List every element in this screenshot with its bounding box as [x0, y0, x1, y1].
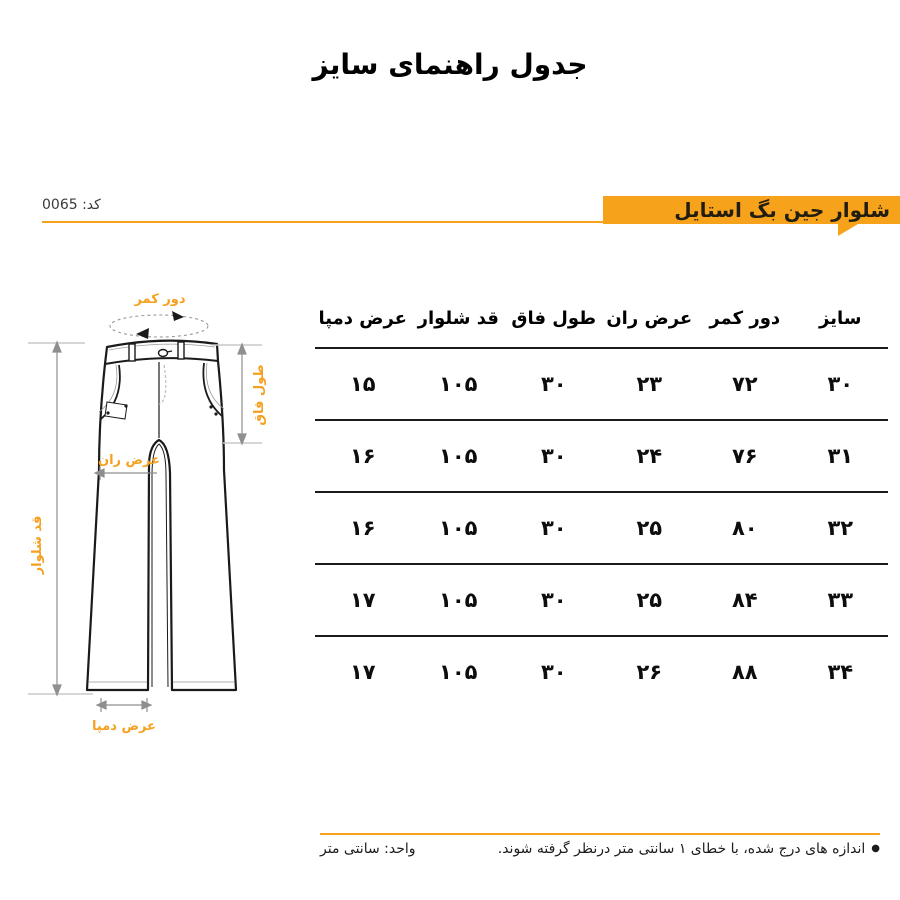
table-cell: ۳۰	[540, 588, 567, 612]
table-cell: ۱۰۵	[439, 372, 478, 396]
hem-label: عرض دمپا	[92, 719, 156, 734]
table-cell: ۸۴	[731, 588, 758, 612]
waist-label: دور کمر	[134, 292, 186, 307]
table-cell: ۱۶	[349, 444, 376, 468]
table-cell: ۱۰۵	[439, 660, 478, 684]
table-cell: ۸۸	[731, 660, 758, 684]
pants-diagram-svg	[25, 283, 295, 753]
table-cell: ۱۷	[349, 660, 376, 684]
column-header-hem: عرض دمپا	[318, 308, 407, 329]
table-row	[315, 419, 888, 491]
column-header-thigh: عرض ران	[606, 308, 693, 329]
table-cell: ۱۰۵	[439, 516, 478, 540]
table-cell: ۱۵	[349, 372, 376, 396]
column-header-length: قد شلوار	[417, 308, 499, 329]
table-cell: ۱۷	[349, 588, 376, 612]
table-cell: ۱۰۵	[439, 588, 478, 612]
header-divider	[42, 221, 603, 223]
button-icon	[159, 350, 168, 357]
bullet-icon: ●	[871, 843, 880, 854]
table-cell: ۳۰	[540, 660, 567, 684]
pants-measurement-diagram	[25, 283, 295, 753]
table-cell: ۳۰	[827, 372, 854, 396]
column-header-rise: طول فاق	[511, 308, 597, 329]
table-cell: ۲۶	[636, 660, 663, 684]
footer-note	[498, 841, 880, 857]
table-cell: ۸۰	[731, 516, 758, 540]
table-cell: ۳۰	[540, 372, 567, 396]
thigh-label: عرض ران	[97, 453, 161, 468]
pants-outline-icon	[87, 341, 236, 690]
table-cell: ۳۳	[827, 588, 854, 612]
column-header-size: سایز	[819, 308, 862, 329]
table-cell: ۳۴	[827, 660, 854, 684]
table-row	[315, 491, 888, 563]
waist-circumference-arrow-icon	[110, 311, 208, 339]
column-header-waist: دور کمر	[709, 308, 781, 329]
table-row	[315, 635, 888, 707]
page-title: جدول راهنمای سایز	[312, 48, 588, 81]
table-cell: ۲۳	[636, 372, 663, 396]
table-cell: ۱۰۵	[439, 444, 478, 468]
product-code: کد: 0065	[42, 197, 101, 213]
table-row	[315, 563, 888, 635]
belt-loop-left	[129, 344, 135, 361]
inseam-stitch	[152, 444, 168, 687]
product-name: شلوار جین بگ استایل	[674, 198, 890, 222]
belt-loop-right	[178, 342, 184, 359]
table-cell: ۳۲	[827, 516, 854, 540]
table-cell: ۲۴	[636, 444, 663, 468]
table-cell: ۳۱	[827, 444, 854, 468]
table-row	[315, 347, 888, 419]
length-label: قد شلوار	[30, 515, 45, 575]
footer-unit: واحد: سانتی متر	[320, 841, 416, 857]
table-cell: ۲۵	[636, 588, 663, 612]
table-cell: ۲۵	[636, 516, 663, 540]
table-cell: ۳۰	[540, 444, 567, 468]
size-table	[315, 290, 888, 707]
ribbon-tail	[838, 224, 858, 236]
table-cell: ۱۶	[349, 516, 376, 540]
rise-label: طول فاق	[252, 364, 267, 426]
table-header-row	[315, 290, 888, 347]
table-cell: ۷۶	[731, 444, 758, 468]
coin-pocket	[105, 402, 127, 419]
table-cell: ۳۰	[540, 516, 567, 540]
product-name-ribbon	[603, 196, 900, 224]
table-cell: ۷۲	[731, 372, 758, 396]
footer-note-text: اندازه های درج شده، با خطای ۱ سانتی متر درنظر گرفته شوند.	[497, 841, 866, 857]
footer-divider	[320, 833, 880, 835]
